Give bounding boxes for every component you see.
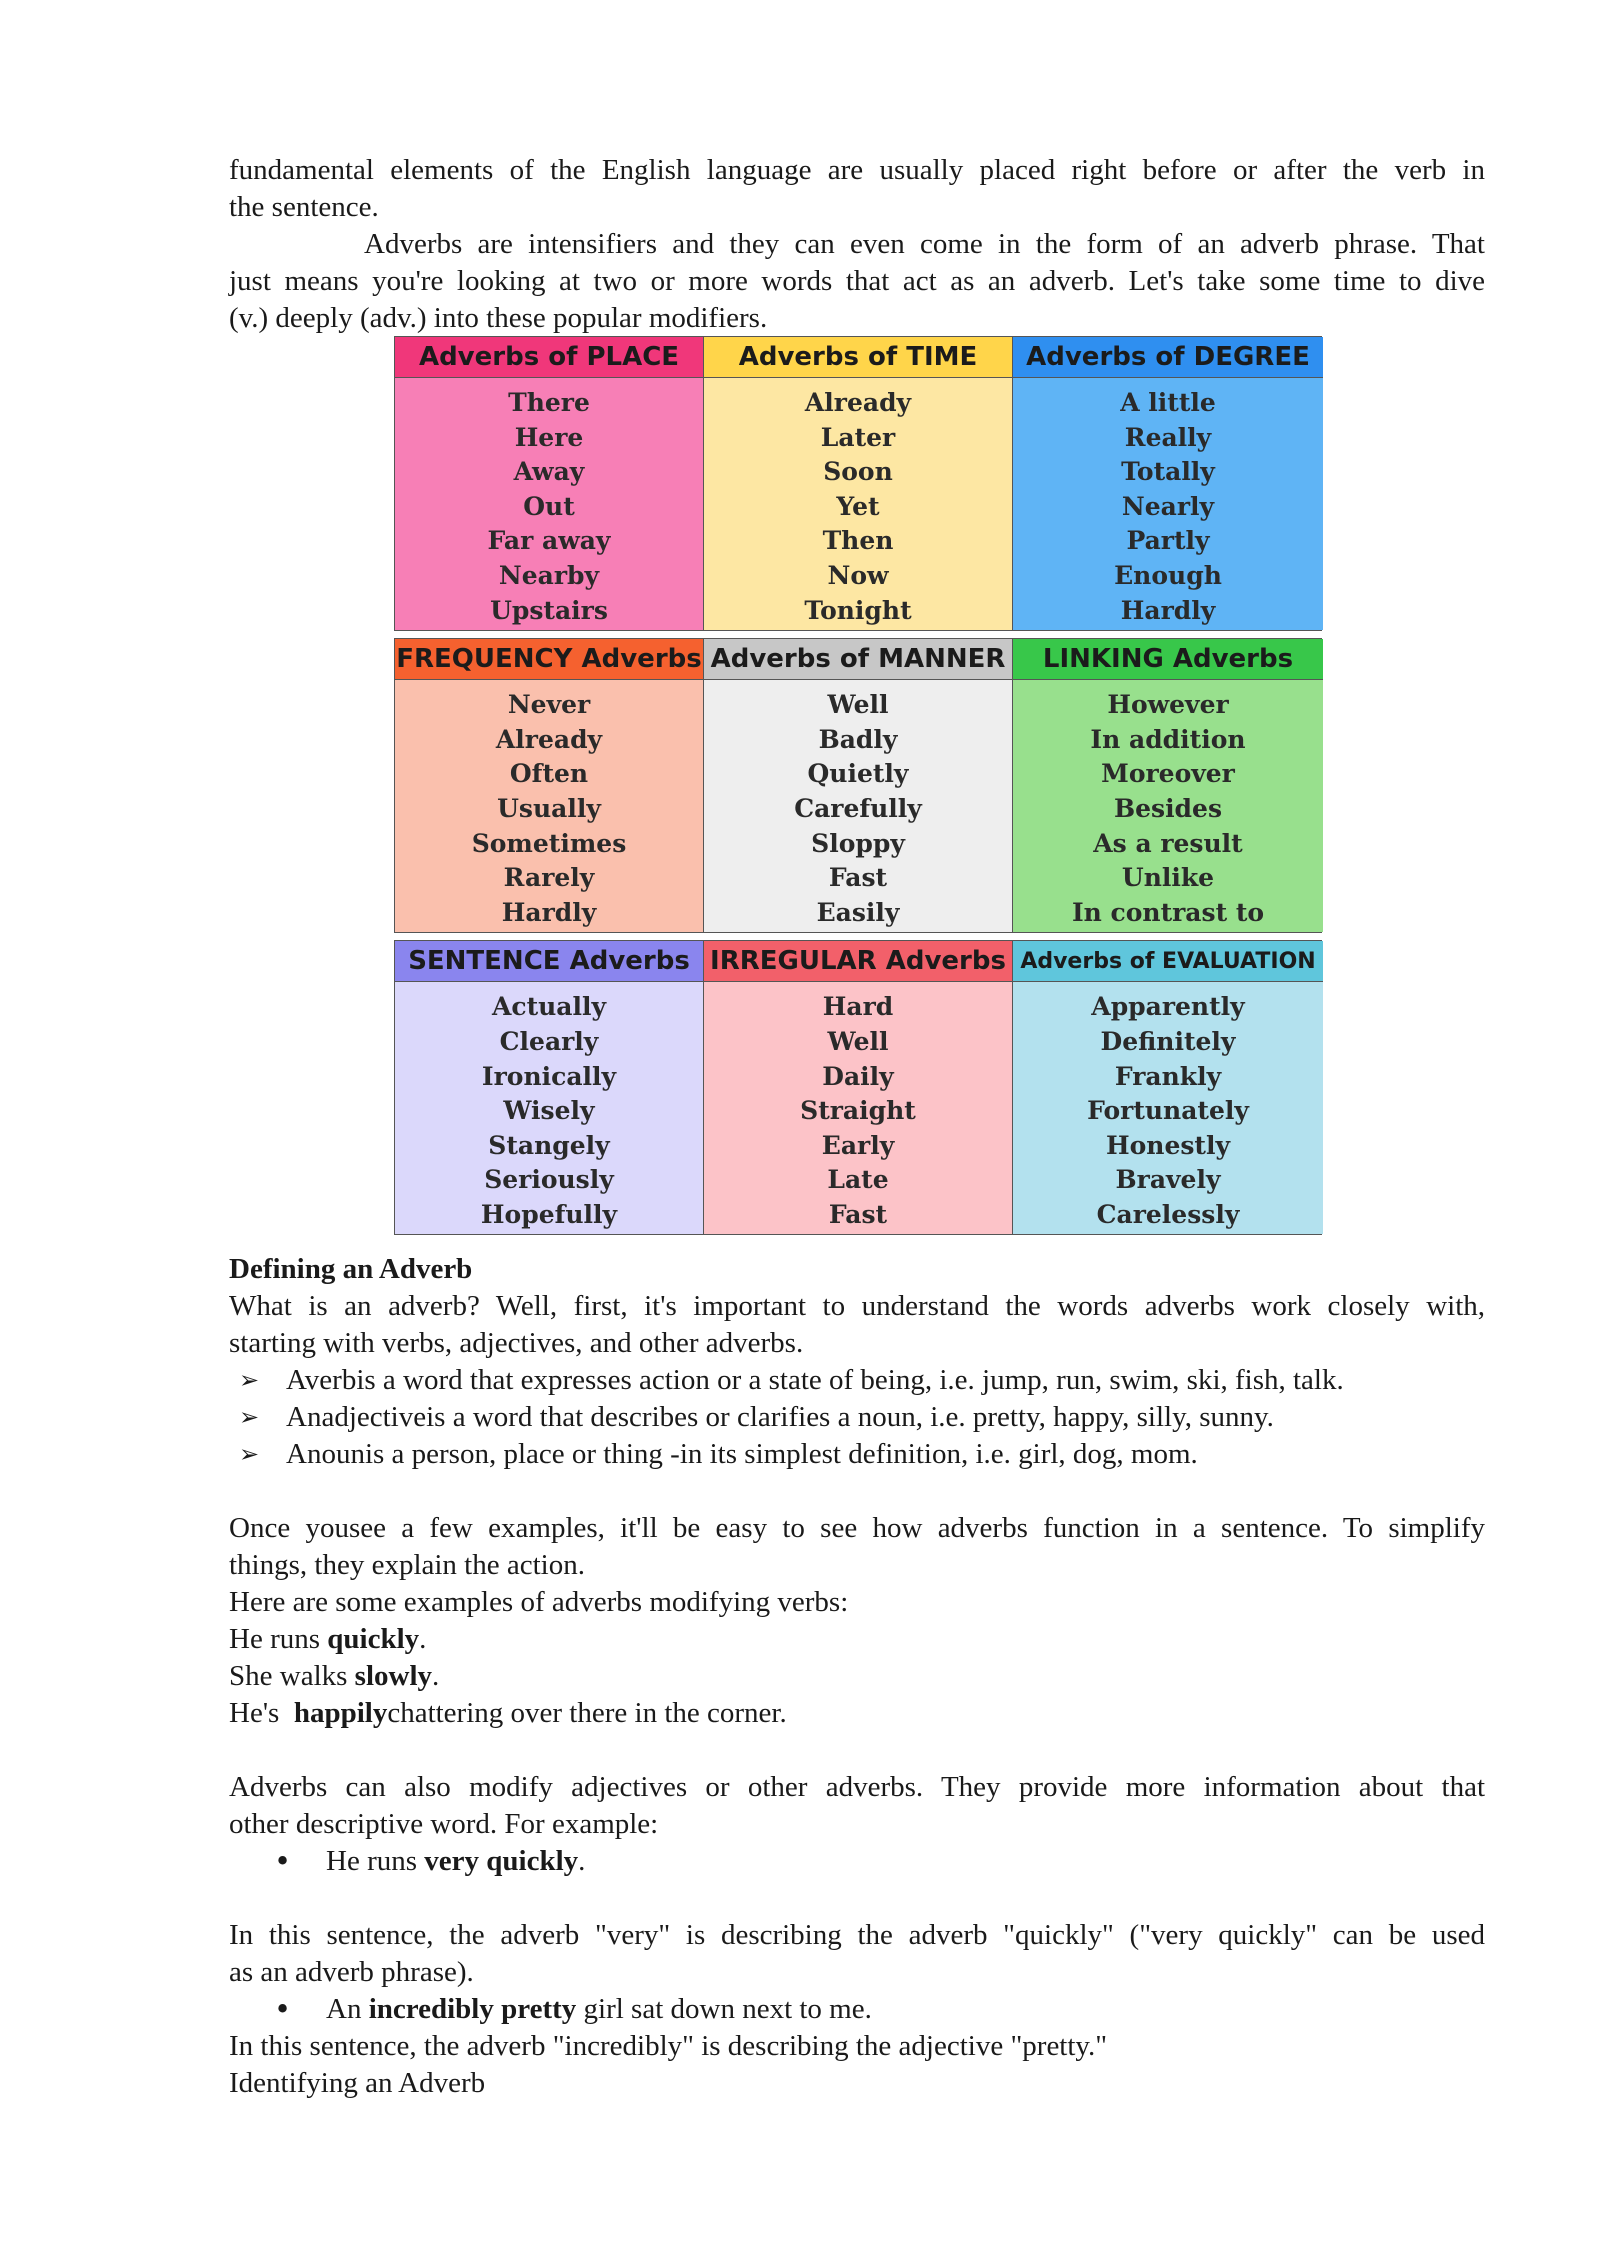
adverb-word-list (395, 982, 703, 1234)
adverb-category-column (395, 639, 704, 932)
adverb-word-list (704, 680, 1012, 932)
adverb-word: Badly (818, 724, 898, 754)
adverb-word: Carefully (794, 793, 922, 823)
defining-line: starting with verbs, adjectives, and other adverbs. (229, 1327, 804, 1359)
examples-line: Here are some examples of adverbs modifying verbs: (229, 1586, 849, 1618)
adverb-word: Later (820, 422, 896, 452)
category-title: IRREGULAR Adverbs (704, 941, 1012, 982)
definition-list (229, 1362, 1485, 1473)
adverb-word: Stangely (488, 1130, 610, 1160)
adverb-word: Enough (1114, 560, 1222, 590)
adverb-word: Nearby (498, 560, 600, 590)
adverb-word: Never (507, 690, 591, 720)
adverb-word: Late (827, 1165, 889, 1195)
arrow-bullet-icon: ➢ (239, 1440, 260, 1468)
examples-line: Once yousee a few examples, it'll be easy to see how adverbs function in a sentence. To simplify (229, 1512, 1485, 1544)
adverb-word: Already (804, 388, 912, 417)
adverb-word: Well (827, 1026, 889, 1056)
adverb-word-list (1013, 378, 1323, 630)
adverb-category-column (704, 639, 1013, 932)
category-title: Adverbs of MANNER (704, 639, 1012, 680)
adverb-word: Nearly (1121, 491, 1215, 521)
adverb-word: Wisely (503, 1096, 595, 1126)
defining-line: What is an adverb? Well, first, it's important to understand the words adverbs work closely with, (229, 1290, 1485, 1322)
example-list (229, 1991, 1485, 2028)
adverb-word: Totally (1121, 457, 1215, 487)
infographic-block (394, 638, 1322, 933)
intro-paragraph (229, 152, 1485, 337)
adverb-word: Hardly (1120, 595, 1216, 625)
arrow-bullet-icon: ➢ (239, 1403, 260, 1431)
adverb-word: Soon (823, 457, 893, 487)
adverb-word: Often (509, 759, 589, 789)
adverb-category-column (704, 337, 1013, 630)
adverb-word: Straight (800, 1096, 916, 1126)
adverb-category-column (1013, 941, 1323, 1234)
adverb-word: Besides (1113, 793, 1223, 823)
examples-line: things, they explain the action. (229, 1549, 585, 1581)
adverb-word: Moreover (1101, 759, 1235, 789)
adverb-word: Here (514, 422, 584, 452)
adverb-word: Fast (828, 863, 888, 893)
intro-line: just means you're looking at two or more words that act as an adverb. Let's take some time to dive (229, 265, 1485, 297)
adverb-category-column (395, 337, 704, 630)
modify-line: In this sentence, the adverb "very" is describing the adverb "quickly" ("very quickly" can be used (229, 1919, 1485, 1951)
intro-line: the sentence. (229, 191, 379, 223)
adverb-word: Definitely (1100, 1026, 1236, 1056)
adverb-word: Ironically (481, 1061, 617, 1091)
intro-line: (v.) deeply (adv.) into these popular modifiers. (229, 302, 768, 334)
adverb-category-column (395, 941, 704, 1234)
adverb-word: Away (513, 457, 585, 487)
intro-line: Adverbs are intensifiers and they can even come in the form of an adverb phrase. That (364, 228, 1485, 260)
adverb-category-column (1013, 639, 1323, 932)
adverb-word: Seriously (484, 1165, 614, 1195)
adverb-word: Out (523, 491, 575, 521)
modify-line: In this sentence, the adverb "incredibly" is describing the adjective "pretty." (229, 2030, 1108, 2062)
adverb-word: Sometimes (471, 828, 627, 858)
modify-line: as an adverb phrase). (229, 1956, 474, 1988)
adverb-word-list (704, 982, 1012, 1234)
intro-line: fundamental elements of the English language are usually placed right before or after the verb in (229, 154, 1485, 186)
adverb-word: A little (1120, 388, 1216, 417)
list-item: ➢ Anounis a person, place or thing -in its simplest definition, i.e. girl, dog, mom. (229, 1436, 1485, 1473)
adverb-word-list (1013, 680, 1323, 932)
adverb-word: Quietly (807, 759, 909, 789)
infographic-block (394, 940, 1322, 1235)
body-text (229, 1251, 1485, 2102)
bullet-dot-icon: • (274, 1844, 292, 1878)
adverb-word: In contrast to (1071, 897, 1265, 927)
adverb-word: Yet (836, 491, 880, 521)
category-title: FREQUENCY Adverbs (395, 639, 703, 680)
category-title: LINKING Adverbs (1013, 639, 1323, 680)
adverb-word: Actually (491, 992, 607, 1022)
adverb-category-column (704, 941, 1013, 1234)
list-item: ➢ Averbis a word that expresses action or a state of being, i.e. jump, run, swim, ski, fish, talk. (229, 1362, 1485, 1399)
adverb-word: However (1107, 690, 1229, 720)
adverb-word: Rarely (503, 863, 595, 893)
infographic-block (394, 336, 1322, 631)
example-sentence: He's happilychattering over there in the corner. (229, 1697, 787, 1729)
adverb-word: Early (821, 1130, 895, 1160)
adverb-word: Now (827, 560, 889, 590)
adverb-word: Well (827, 690, 889, 720)
example-sentence: He runs quickly. (229, 1623, 427, 1655)
adverb-word: Far away (487, 526, 611, 556)
adverb-word-list (395, 378, 703, 630)
arrow-bullet-icon: ➢ (239, 1366, 260, 1394)
adverb-word: Sloppy (811, 828, 905, 858)
adverb-types-infographic (394, 336, 1322, 1242)
adverb-word: Unlike (1121, 863, 1215, 893)
adverb-word-list (704, 378, 1012, 630)
category-title: Adverbs of EVALUATION (1013, 941, 1323, 982)
example-list (229, 1843, 1485, 1880)
adverb-word: Easily (816, 897, 900, 927)
adverb-word: Hardly (501, 897, 597, 927)
adverb-word-list (1013, 982, 1323, 1234)
list-item: • An incredibly pretty girl sat down next to me. (274, 1992, 872, 2026)
adverb-word: Fast (828, 1199, 888, 1229)
adverb-word: Carelessly (1096, 1199, 1240, 1229)
adverb-word: Frankly (1114, 1061, 1222, 1091)
bullet-dot-icon: • (274, 1992, 292, 2026)
list-item: • He runs very quickly. (274, 1844, 586, 1878)
adverb-word: There (508, 388, 590, 417)
category-title: Adverbs of DEGREE (1013, 337, 1323, 378)
adverb-word: Clearly (499, 1026, 599, 1056)
list-item: ➢ Anadjectiveis a word that describes or clarifies a noun, i.e. pretty, happy, silly, sunny. (229, 1399, 1485, 1436)
adverb-word: Then (822, 526, 894, 556)
category-title: Adverbs of TIME (704, 337, 1012, 378)
adverb-word: Apparently (1091, 992, 1245, 1022)
section-heading-identifying: Identifying an Adverb (229, 2067, 486, 2099)
modify-line: other descriptive word. For example: (229, 1808, 659, 1840)
adverb-word: In addition (1090, 724, 1246, 754)
modify-line: Adverbs can also modify adjectives or other adverbs. They provide more information about that (229, 1771, 1485, 1803)
adverb-category-column (1013, 337, 1323, 630)
adverb-word: Really (1124, 422, 1212, 452)
adverb-word: Partly (1126, 526, 1210, 556)
category-title: SENTENCE Adverbs (395, 941, 703, 982)
example-sentence: She walks slowly. (229, 1660, 440, 1692)
adverb-word: Already (495, 724, 603, 754)
adverb-word: Usually (497, 793, 601, 823)
adverb-word: Hard (822, 992, 894, 1022)
adverb-word: Bravely (1115, 1165, 1221, 1195)
adverb-word: Daily (822, 1061, 894, 1091)
category-title: Adverbs of PLACE (395, 337, 703, 378)
adverb-word: Tonight (804, 595, 912, 625)
adverb-word: Fortunately (1087, 1096, 1249, 1126)
adverb-word-list (395, 680, 703, 932)
adverb-word: Upstairs (490, 595, 608, 625)
adverb-word: As a result (1093, 828, 1243, 858)
section-heading-defining: Defining an Adverb (229, 1253, 473, 1285)
adverb-word: Hopefully (480, 1199, 618, 1229)
adverb-word: Honestly (1105, 1130, 1231, 1160)
